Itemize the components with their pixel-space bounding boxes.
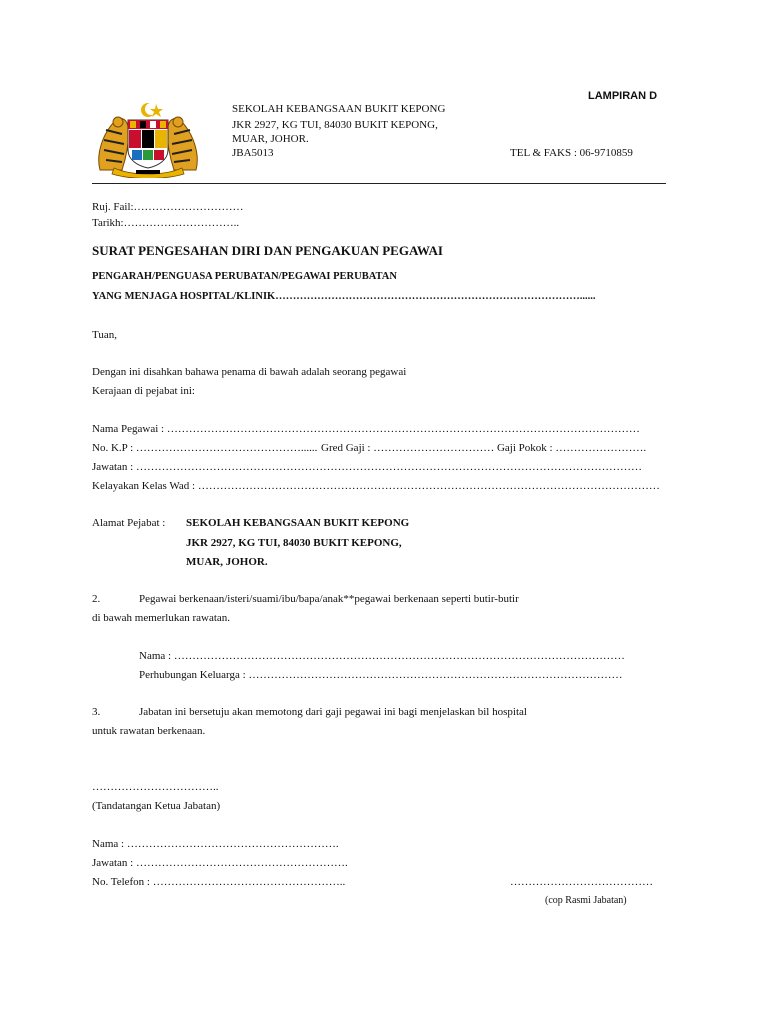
school-address-line2: MUAR, JOHOR. — [232, 133, 309, 145]
cop-line: ………………………………… — [510, 876, 653, 888]
intro-line2: Kerajaan di pejabat ini: — [92, 385, 195, 397]
field-no-kp: No. K.P : ………………………………………...... — [92, 442, 318, 454]
signature-label: (Tandatangan Ketua Jabatan) — [92, 800, 221, 812]
document-title: SURAT PENGESAHAN DIRI DAN PENGAKUAN PEGAWAI — [92, 243, 443, 258]
patient-nama: Nama : …………………………………………………………………………………………………………… — [139, 650, 625, 662]
signatory-telefon: No. Telefon : …………………………………………….. — [92, 876, 346, 888]
alamat-line2: JKR 2927, KG TUI, 84030 BUKIT KEPONG, — [186, 537, 402, 549]
salutation: Tuan, — [92, 329, 117, 341]
alamat-line3: MUAR, JOHOR. — [186, 556, 268, 568]
school-address-line1: JKR 2927, KG TUI, 84030 BUKIT KEPONG, — [232, 119, 438, 131]
coat-of-arms-logo — [92, 100, 204, 178]
para3-line2: untuk rawatan berkenaan. — [92, 725, 206, 737]
para2-line2: di bawah memerlukan rawatan. — [92, 612, 231, 624]
school-name: SEKOLAH KEBANGSAAN BUKIT KEPONG — [232, 103, 446, 115]
signature-line: …………………………….. — [92, 781, 219, 793]
header-divider — [92, 183, 666, 184]
para2-number: 2. — [92, 593, 101, 605]
patient-perhubungan-keluarga: Perhubungan Keluarga : ………………………………………………………………………………………… — [139, 669, 623, 681]
field-jawatan: Jawatan : ………………………………………………………………………………………………………………………… — [92, 461, 642, 473]
para2-line1: Pegawai berkenaan/isteri/suami/ibu/bapa/anak**pegawai berkenaan seperti butir-butir — [139, 593, 519, 605]
field-nama-pegawai: Nama Pegawai : ………………………………………………………………………………………………………………… — [92, 423, 640, 435]
para3-line1: Jabatan ini bersetuju akan memotong dari gaji pegawai ini bagi menjelaskan bil hospital — [139, 706, 527, 718]
ruj-fail: Ruj. Fail:………………………… — [92, 201, 244, 213]
tel-fax: TEL & FAKS : 06-9710859 — [510, 147, 633, 159]
alamat-line1: SEKOLAH KEBANGSAAN BUKIT KEPONG — [186, 517, 410, 529]
para3-number: 3. — [92, 706, 101, 718]
addressee-line2: YANG MENJAGA HOSPITAL/KLINIK……………………………………………………………………………...... — [92, 291, 596, 302]
cop-rasmi-label: (cop Rasmi Jabatan) — [545, 895, 627, 906]
addressee-line1: PENGARAH/PENGUASA PERUBATAN/PEGAWAI PERUBATAN — [92, 271, 397, 282]
field-gred-gaji: Gred Gaji : …………………………… Gaji Pokok : ……………………. — [321, 442, 647, 454]
lampiran-label: LAMPIRAN D — [588, 90, 658, 102]
signatory-jawatan: Jawatan : …………………………………………………. — [92, 857, 348, 869]
field-kelayakan-kelas-wad: Kelayakan Kelas Wad : ……………………………………………………………………………………………………………… — [92, 480, 660, 492]
alamat-pejabat-label: Alamat Pejabat : — [92, 517, 166, 529]
signatory-nama: Nama : …………………………………………………. — [92, 838, 339, 850]
tarikh: Tarikh:………………………….. — [92, 217, 240, 229]
school-code: JBA5013 — [232, 147, 274, 159]
intro-line1: Dengan ini disahkan bahawa penama di bawah adalah seorang pegawai — [92, 366, 407, 378]
